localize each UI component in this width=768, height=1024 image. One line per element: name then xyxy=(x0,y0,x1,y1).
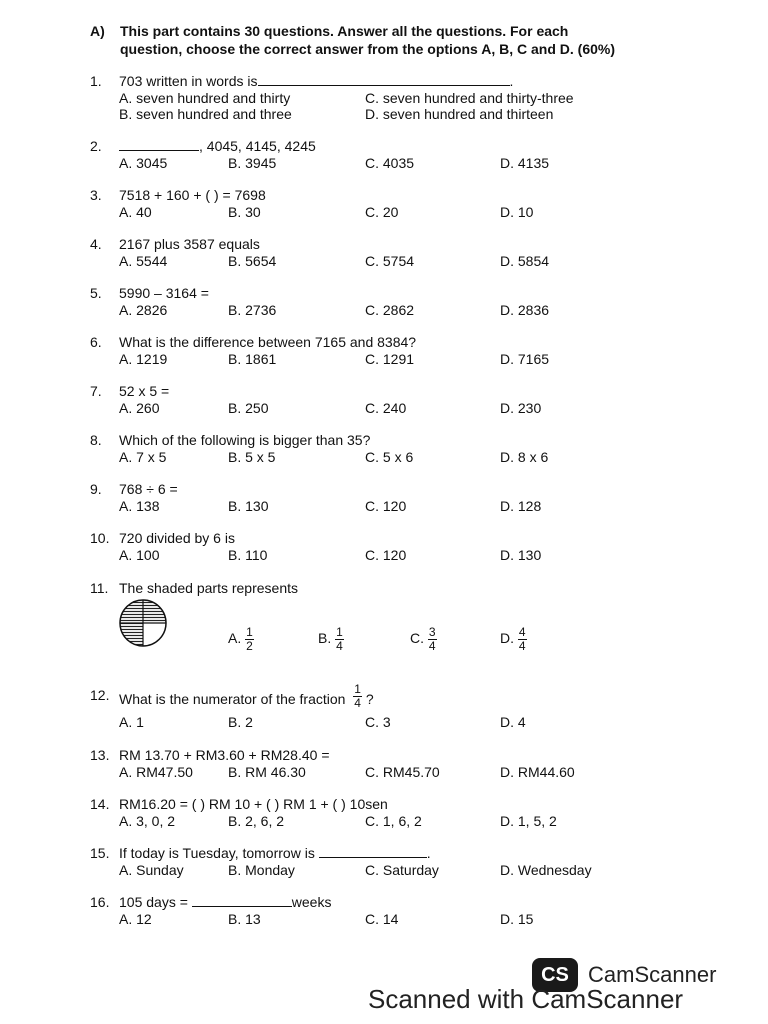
option-d: D. Wednesday xyxy=(500,862,592,878)
denominator: 4 xyxy=(354,696,361,710)
question-number: 16. xyxy=(90,894,110,910)
question-number: 12. xyxy=(90,687,110,703)
option-a: A. 1219 xyxy=(119,351,168,367)
option-c: C. 240 xyxy=(365,400,407,416)
question-stem: RM16.20 = ( ) RM 10 + ( ) RM 1 + ( ) 10sen xyxy=(119,796,388,812)
option-b: B. 2 xyxy=(228,714,253,730)
question-stem: RM 13.70 + RM3.60 + RM28.40 = xyxy=(119,747,330,763)
option-d: D. 230 xyxy=(500,400,542,416)
question-stem: 5990 – 3164 = xyxy=(119,285,209,301)
question-stem xyxy=(119,894,331,911)
option-a: A. 2826 xyxy=(119,302,168,318)
question-number: 5. xyxy=(90,285,102,301)
question-stem: The shaded parts represents xyxy=(119,580,298,596)
fraction xyxy=(428,626,437,653)
option-c: C. seven hundred and thirty-three xyxy=(365,90,574,106)
question-stem xyxy=(119,73,513,90)
stem-text: What is the numerator of the fraction xyxy=(119,691,346,708)
option-d: D. 1, 5, 2 xyxy=(500,813,557,829)
option-a: A. 3045 xyxy=(119,155,168,171)
option-b: B. 2736 xyxy=(228,302,277,318)
option-d: D. 15 xyxy=(500,911,534,927)
denominator: 2 xyxy=(246,639,253,653)
option-d: D. 128 xyxy=(500,498,542,514)
option-c: C. RM45.70 xyxy=(365,764,440,780)
option-b: B. 110 xyxy=(228,547,268,563)
option-c: C. 5 x 6 xyxy=(365,449,414,465)
stem-suffix: . xyxy=(426,845,431,861)
option-d: D. seven hundred and thirteen xyxy=(365,106,554,122)
option-d: D. 4 xyxy=(500,714,526,730)
option-a: A. 40 xyxy=(119,204,152,220)
option-b: B. 3945 xyxy=(228,155,277,171)
option-a: A. 7 x 5 xyxy=(119,449,167,465)
option-c: C. 3 xyxy=(365,714,391,730)
option-d: D. 4135 xyxy=(500,155,550,171)
option-b: B. 2, 6, 2 xyxy=(228,813,285,829)
question-stem: 7518 + 160 + ( ) = 7698 xyxy=(119,187,266,203)
option-c: C. 2862 xyxy=(365,302,415,318)
question-stem: 768 ÷ 6 = xyxy=(119,481,178,497)
section-label: A) xyxy=(90,23,105,39)
question-stem: 2167 plus 3587 equals xyxy=(119,236,260,252)
stem-text: If today is Tuesday, tomorrow is xyxy=(119,845,315,861)
numerator: 1 xyxy=(336,625,343,639)
option-d: D. 7165 xyxy=(500,351,550,367)
fraction xyxy=(518,626,527,653)
option-a: A. 100 xyxy=(119,547,160,563)
denominator: 4 xyxy=(336,639,343,653)
stem-suffix: . xyxy=(509,73,514,89)
question-number: 14. xyxy=(90,796,110,812)
question-number: 10. xyxy=(90,530,110,546)
question-number: 11. xyxy=(90,580,109,596)
option-b: B. 250 xyxy=(228,400,269,416)
fraction xyxy=(335,626,344,653)
question-stem xyxy=(119,682,374,714)
option-a: A. 260 xyxy=(119,400,160,416)
question-stem: What is the difference between 7165 and 8384? xyxy=(119,334,417,350)
answer-blank xyxy=(192,894,292,907)
option-b: B. 5 x 5 xyxy=(228,449,276,465)
numerator: 3 xyxy=(428,625,436,639)
question-stem xyxy=(119,138,316,155)
option-a: A. Sunday xyxy=(119,862,184,878)
option-c: C. Saturday xyxy=(365,862,439,878)
option-a xyxy=(228,626,254,653)
question-stem xyxy=(119,845,431,862)
denominator: 4 xyxy=(518,639,526,653)
denominator: 4 xyxy=(428,639,436,653)
instructions-text xyxy=(120,22,720,58)
option-b: B. seven hundred and three xyxy=(119,106,292,122)
answer-blank xyxy=(319,845,427,858)
option-b: B. 5654 xyxy=(228,253,277,269)
stem-text: 703 written in words is xyxy=(119,73,258,89)
option-c: C. 120 xyxy=(365,498,407,514)
instructions-line-2: question, choose the correct answer from the options A, B, C and D. (60%) xyxy=(120,41,615,57)
question-stem: 720 divided by 6 is xyxy=(119,530,235,546)
question-number: 4. xyxy=(90,236,102,252)
stem-fraction xyxy=(353,683,362,710)
question-number: 6. xyxy=(90,334,102,350)
question-number: 15. xyxy=(90,845,110,861)
option-c: C. 120 xyxy=(365,547,407,563)
option-d: D. 2836 xyxy=(500,302,550,318)
option-label: B. xyxy=(318,630,332,647)
question-stem: 52 x 5 = xyxy=(119,383,170,399)
option-a: A. 5544 xyxy=(119,253,168,269)
option-c: C. 1291 xyxy=(365,351,415,367)
option-label: A. xyxy=(228,630,242,647)
numerator: 4 xyxy=(518,625,526,639)
option-a: A. RM47.50 xyxy=(119,764,193,780)
stem-text: 105 days = xyxy=(119,894,188,910)
question-number: 1. xyxy=(90,73,102,89)
option-d: D. 130 xyxy=(500,547,542,563)
option-a: A. 3, 0, 2 xyxy=(119,813,176,829)
option-b: B. 130 xyxy=(228,498,269,514)
option-label: D. xyxy=(500,630,514,647)
option-c: C. 1, 6, 2 xyxy=(365,813,422,829)
shaded-circle-diagram xyxy=(118,598,168,648)
option-b: B. 30 xyxy=(228,204,261,220)
camscanner-logo-icon: CS xyxy=(532,958,578,992)
fraction xyxy=(245,626,254,653)
option-b xyxy=(318,626,344,653)
question-12 xyxy=(90,683,690,733)
numerator: 1 xyxy=(246,625,253,639)
shaded-circle-svg xyxy=(118,598,168,648)
stem-suffix: weeks xyxy=(291,894,332,910)
question-stem: Which of the following is bigger than 35? xyxy=(119,432,371,448)
option-c: C. 20 xyxy=(365,204,399,220)
question-number: 3. xyxy=(90,187,102,203)
camscanner-brand: CamScanner xyxy=(588,962,717,987)
question-number: 8. xyxy=(90,432,102,448)
option-c xyxy=(410,626,437,653)
option-a: A. 12 xyxy=(119,911,152,927)
numerator: 1 xyxy=(354,682,361,696)
answer-blank xyxy=(119,138,199,151)
option-c: C. 14 xyxy=(365,911,399,927)
stem-text: , 4045, 4145, 4245 xyxy=(199,138,316,154)
option-d: D. 10 xyxy=(500,204,534,220)
question-number: 2. xyxy=(90,138,102,154)
scanned-with-watermark: Scanned with CamScanner xyxy=(368,984,684,1014)
question-number: 7. xyxy=(90,383,102,399)
question-11 xyxy=(90,580,690,660)
option-c: C. 5754 xyxy=(365,253,415,269)
option-c: C. 4035 xyxy=(365,155,415,171)
option-b: B. 1861 xyxy=(228,351,277,367)
option-a: A. 1 xyxy=(119,714,144,730)
option-b: B. 13 xyxy=(228,911,261,927)
option-b: B. RM 46.30 xyxy=(228,764,306,780)
question-number: 13. xyxy=(90,747,110,763)
option-d: D. 8 x 6 xyxy=(500,449,549,465)
question-number: 9. xyxy=(90,481,102,497)
option-d: D. RM44.60 xyxy=(500,764,575,780)
answer-blank xyxy=(258,73,510,86)
option-d xyxy=(500,626,527,653)
option-d: D. 5854 xyxy=(500,253,550,269)
option-b: B. Monday xyxy=(228,862,295,878)
instructions-line-1: This part contains 30 questions. Answer all the questions. For each xyxy=(120,23,569,39)
stem-suffix: ? xyxy=(365,691,374,708)
option-a: A. 138 xyxy=(119,498,160,514)
option-a: A. seven hundred and thirty xyxy=(119,90,291,106)
option-label: C. xyxy=(410,630,424,647)
